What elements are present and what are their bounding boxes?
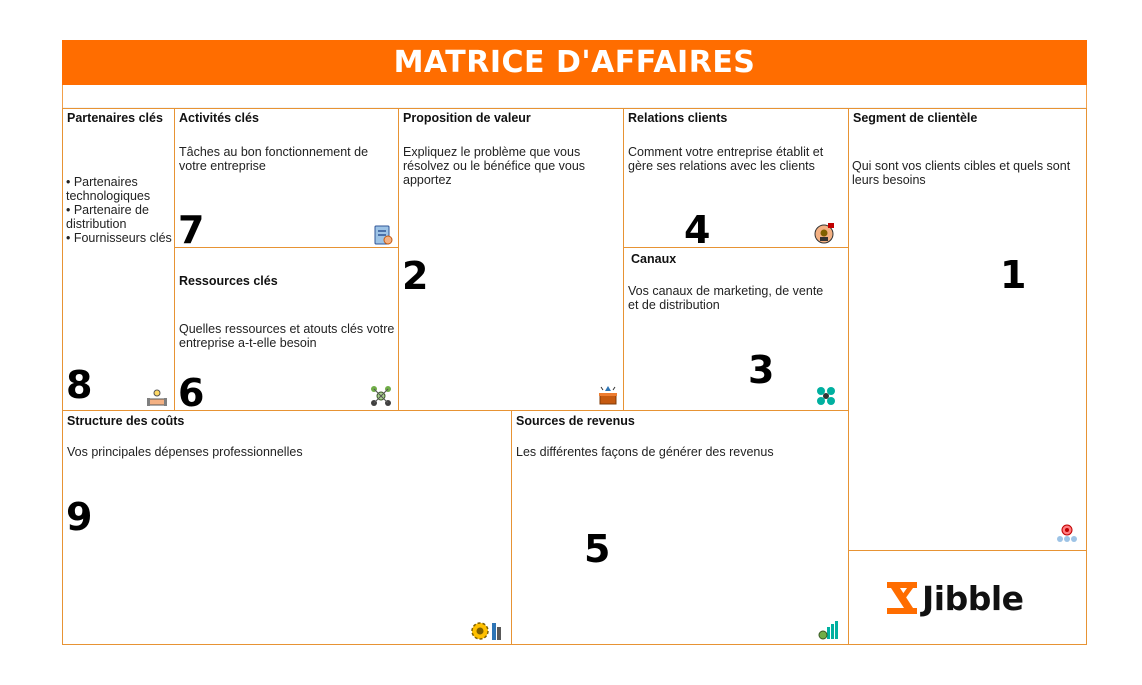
page-header: MATRICE D'AFFAIRES	[62, 40, 1087, 85]
partners-number: 8	[66, 363, 93, 407]
jibble-logo-text: Jibble	[922, 578, 1024, 618]
jibble-logo-icon	[886, 581, 918, 615]
segments-number: 1	[1000, 253, 1027, 297]
revenue-desc: Les différentes façons de générer des revenus	[516, 445, 774, 459]
relations-desc: Comment votre entreprise établit et gère ses relations avec les clients	[628, 145, 824, 173]
revenue-number: 5	[584, 527, 611, 571]
channels-number: 3	[748, 348, 775, 392]
costs-desc: Vos principales dépenses professionnelles	[67, 445, 303, 459]
partners-item: • Fournisseurs clés	[66, 231, 172, 245]
channels-icon	[815, 385, 837, 407]
partners-item: • Partenaire de distribution	[66, 203, 149, 231]
customer-support-icon	[813, 222, 835, 244]
segments-desc: Qui sont vos clients cibles et quels sont leurs besoins	[852, 159, 1071, 187]
cell-activities	[174, 108, 399, 252]
resources-number: 6	[178, 371, 205, 415]
channels-desc: Vos canaux de marketing, de vente et de distribution	[628, 284, 824, 312]
resources-title: Ressources clés	[179, 274, 278, 288]
relations-number: 4	[684, 208, 711, 252]
segments-title: Segment de clientèle	[853, 111, 978, 125]
partners-list	[66, 175, 172, 245]
partners-title: Partenaires clés	[67, 111, 163, 125]
partners-item: • Partenaires technologiques	[66, 175, 151, 203]
relations-title: Relations clients	[628, 111, 728, 125]
activities-title: Activités clés	[179, 111, 259, 125]
handshake-icon	[146, 387, 168, 409]
checklist-icon	[372, 224, 394, 246]
value-number: 2	[402, 254, 429, 298]
revenue-growth-icon	[818, 619, 840, 641]
cost-gear-icon	[470, 620, 504, 642]
costs-title: Structure des coûts	[67, 414, 185, 428]
value-desc: Expliquez le problème que vous résolvez ou le bénéfice que vous apportez	[403, 145, 586, 187]
activities-number: 7	[178, 208, 205, 252]
target-audience-icon	[1056, 523, 1078, 545]
jibble-logo	[886, 578, 1024, 618]
costs-number: 9	[66, 495, 93, 539]
gift-box-icon	[597, 384, 619, 406]
resources-desc: Quelles ressources et atouts clés votre entreprise a-t-elle besoin	[179, 322, 395, 350]
channels-title: Canaux	[631, 252, 677, 266]
revenue-title: Sources de revenus	[516, 414, 635, 428]
activities-desc: Tâches au bon fonctionnement de votre entreprise	[179, 145, 369, 173]
value-title: Proposition de valeur	[403, 111, 531, 125]
network-icon	[370, 385, 392, 407]
